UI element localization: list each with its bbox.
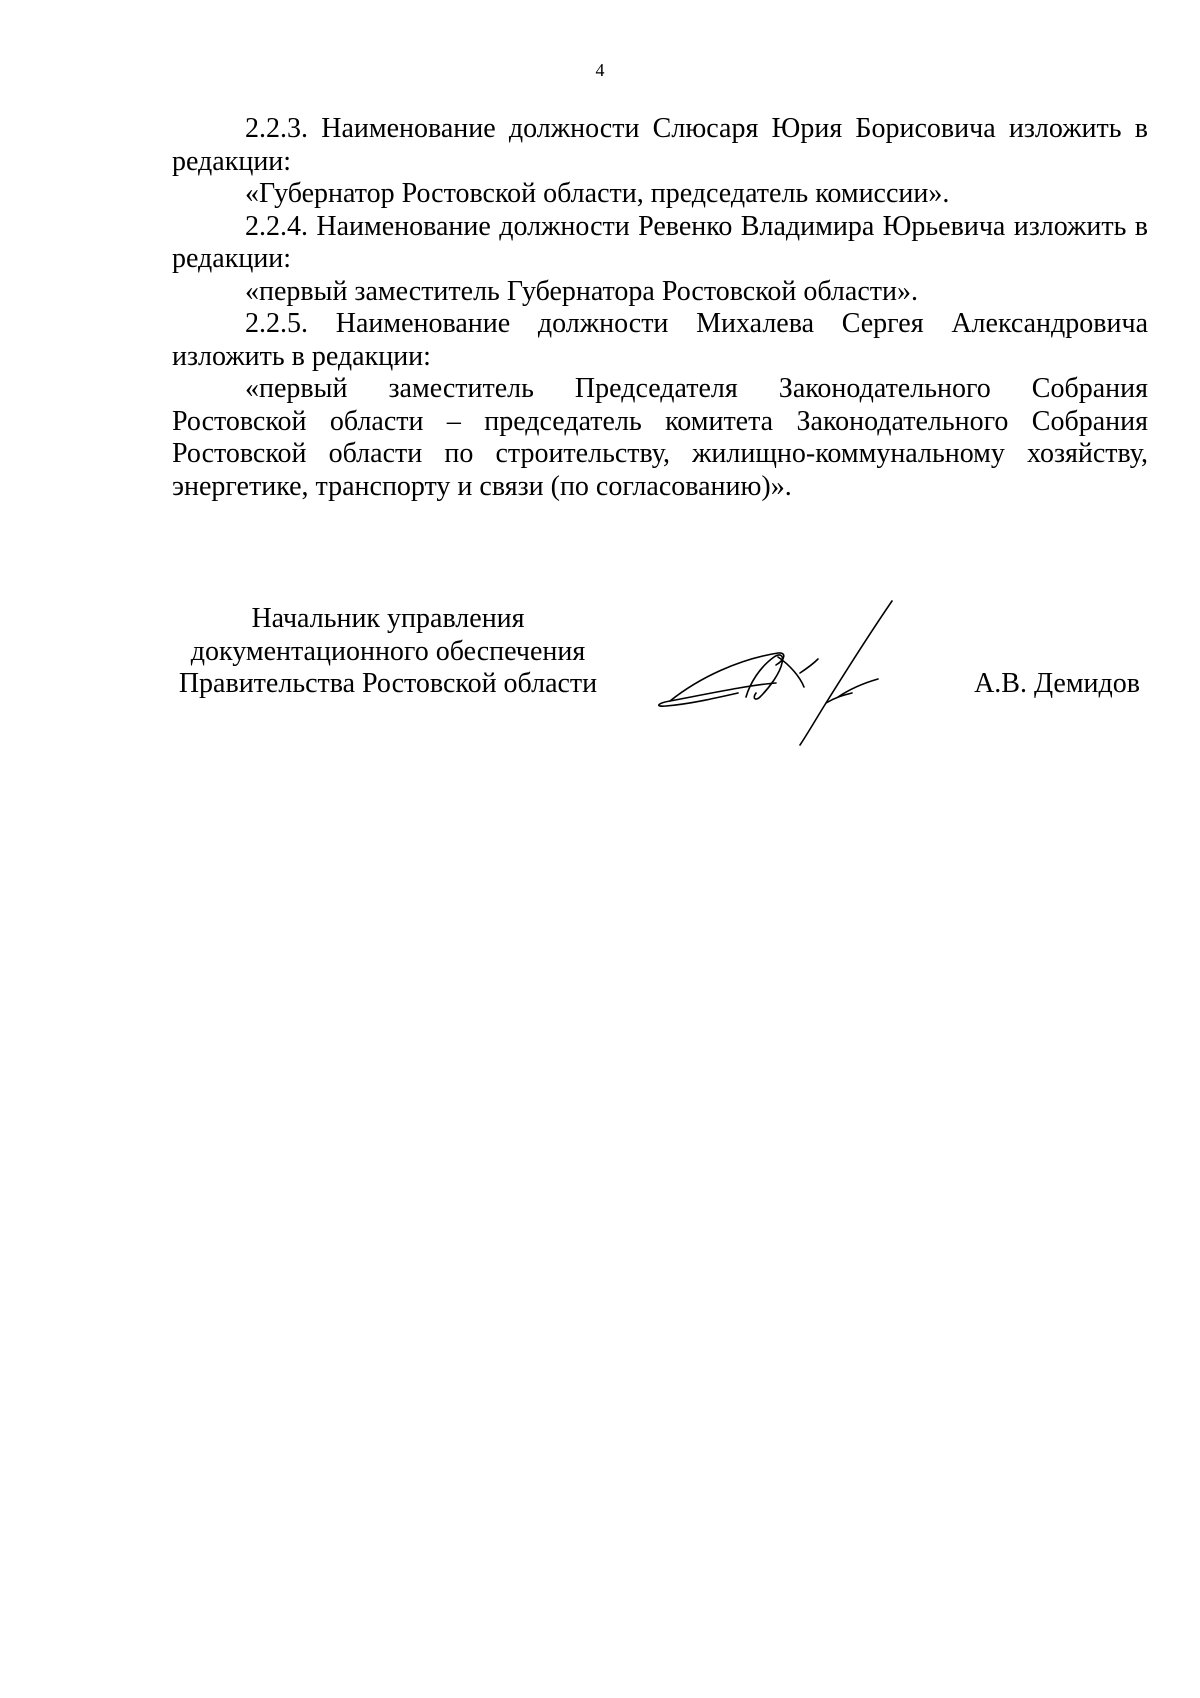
paragraph-2-2-3: 2.2.3. Наименование должности Слюсаря Юрия Борисовича изложить в редакции: [172,113,1148,177]
position-line: Начальник управления [251,603,525,634]
paragraph-2-2-4-quote: «первый заместитель Губернатора Ростовской области». [245,275,918,307]
handwritten-signature [650,593,950,763]
paragraph-2-2-5: 2.2.5. Наименование должности Михалева Сергея Александровича изложить в редакции: [172,308,1148,372]
signatory-name: А.В. Демидов [974,668,1140,699]
paragraph-2-2-3-quote: «Губернатор Ростовской области, председатель комиссии». [245,178,950,209]
signatory-position [172,603,604,701]
document-body [172,113,1148,503]
paragraph-2-2-5-quote: «первый заместитель Председателя Законодательного Собрания Ростовской области – председатель комитета Законодательного Собрания Ростовской области по строительству, жилищно-коммунальному хозяйству, энергетике, транспорту и связи (по согласованию)». [172,373,1148,502]
page-number: 4 [595,60,605,80]
paragraph-2-2-4: 2.2.4. Наименование должности Ревенко Владимира Юрьевича изложить в редакции: [172,210,1148,274]
signature-block [172,603,1148,763]
position-line: документационного обеспечения [190,635,586,667]
position-line: Правительства Ростовской области [178,668,598,699]
